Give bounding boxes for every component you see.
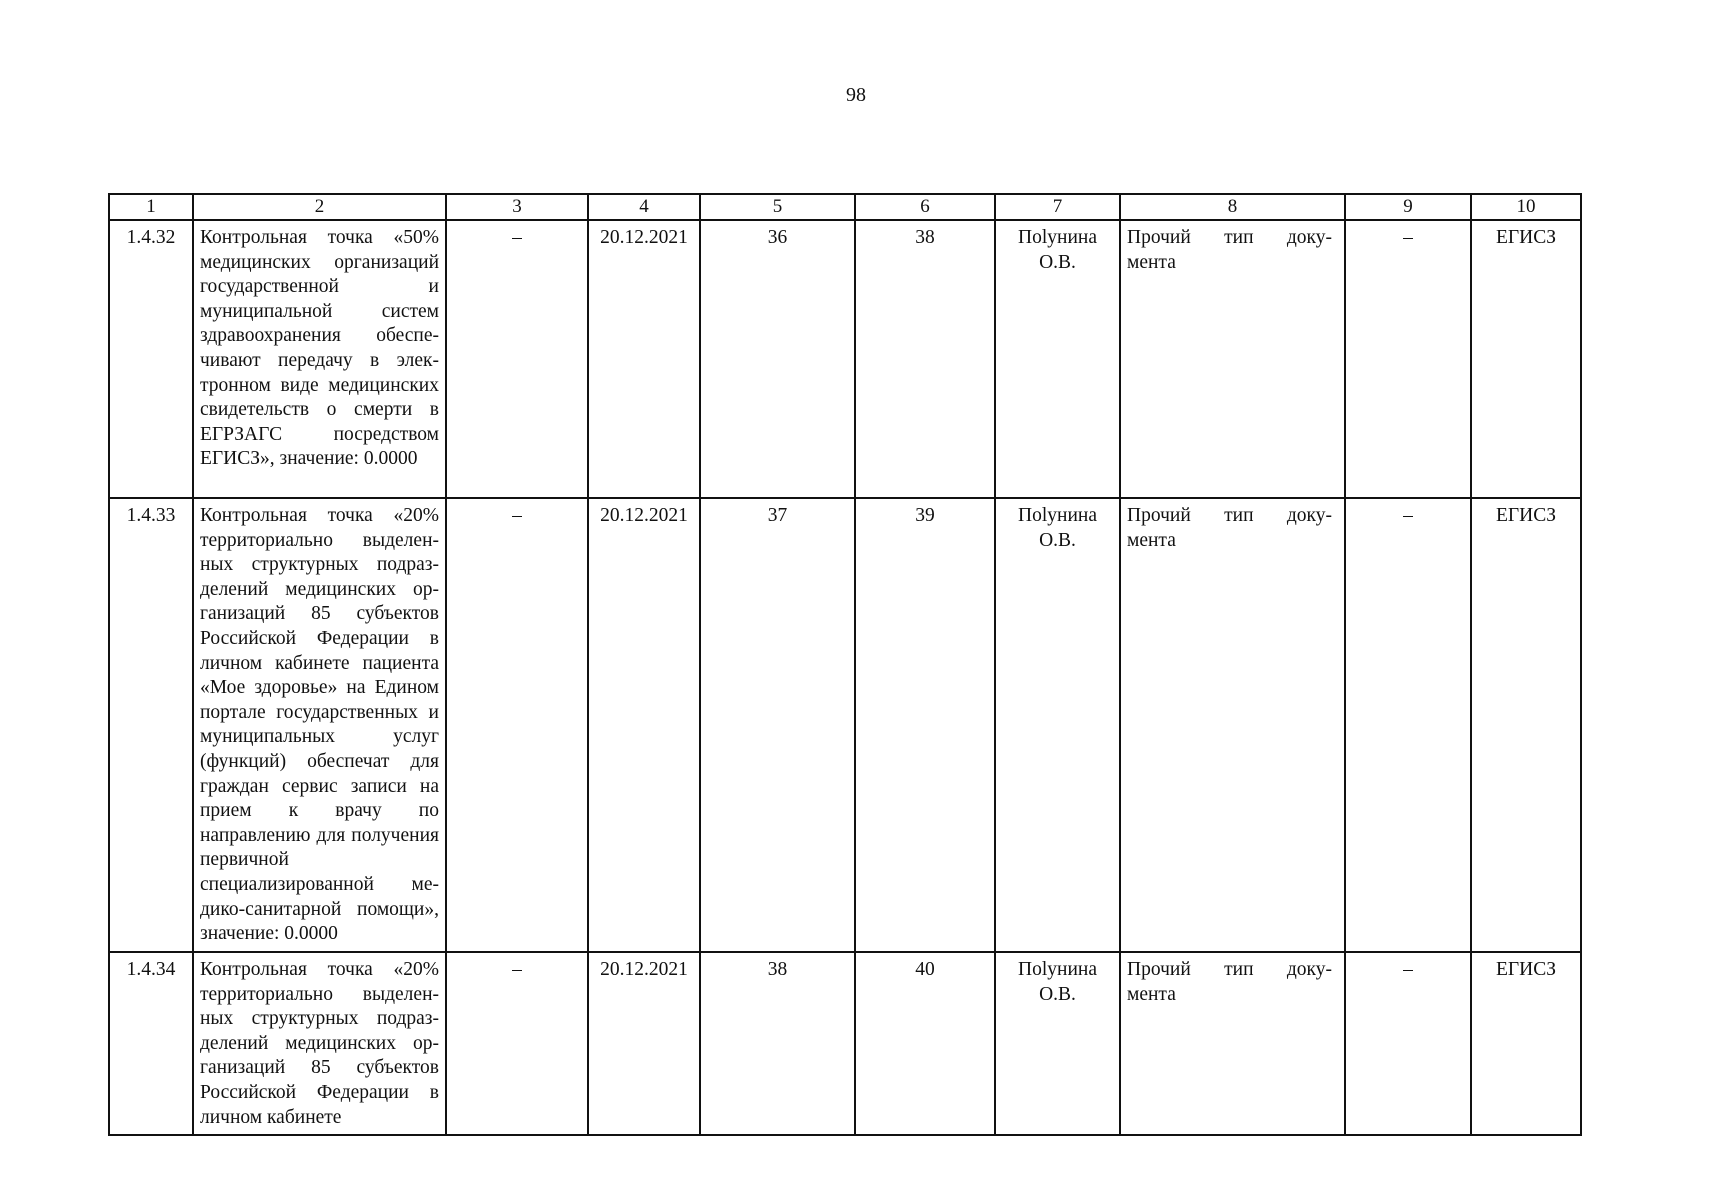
document-type <box>1120 952 1345 1135</box>
table-row <box>109 220 1581 498</box>
header-cell-1: 1 <box>109 194 193 220</box>
header-cell-10: 10 <box>1471 194 1581 220</box>
header-cell-2: 2 <box>193 194 446 220</box>
header-cell-8: 8 <box>1120 194 1345 220</box>
col5-value: 38 <box>700 952 855 1135</box>
header-cell-3: 3 <box>446 194 588 220</box>
milestone-name: Контрольная точка «20% территориально выделенных структурных подразделений медицинских организаций 85 субъектов Российской Федерации в личном кабинете <box>193 952 446 1135</box>
col3-value: – <box>446 498 588 952</box>
date-value: 20.12.2021 <box>588 498 700 952</box>
row-number: 1.4.34 <box>109 952 193 1135</box>
responsible-person: Поlyнина О.В. <box>995 220 1120 498</box>
document-type-line-2: мента <box>1127 983 1176 1005</box>
col3-value: – <box>446 220 588 498</box>
system-name: ЕГИСЗ <box>1471 498 1581 952</box>
plan-table <box>108 193 1582 1136</box>
col9-value: – <box>1345 220 1471 498</box>
document-type-line-1: Прочий тип доку- <box>1127 227 1332 248</box>
page-number: 98 <box>846 84 866 106</box>
system-name: ЕГИСЗ <box>1471 220 1581 498</box>
responsible-person: Поlyнина О.В. <box>995 498 1120 952</box>
document-type-line-2: мента <box>1127 251 1176 273</box>
table-row <box>109 498 1581 952</box>
header-row <box>109 194 1581 220</box>
col6-value: 40 <box>855 952 995 1135</box>
header-cell-5: 5 <box>700 194 855 220</box>
col9-value: – <box>1345 952 1471 1135</box>
col9-value: – <box>1345 498 1471 952</box>
header-cell-6: 6 <box>855 194 995 220</box>
date-value: 20.12.2021 <box>588 952 700 1135</box>
document-type <box>1120 220 1345 498</box>
col6-value: 39 <box>855 498 995 952</box>
col5-value: 36 <box>700 220 855 498</box>
header-cell-7: 7 <box>995 194 1120 220</box>
col5-value: 37 <box>700 498 855 952</box>
col6-value: 38 <box>855 220 995 498</box>
milestone-name: Контрольная точка «20% территориально выделенных структурных подразделений медицинских организаций 85 субъектов Российской Федерации в личном кабинете пациента «Мое здоровье» на Едином портале государственных и муниципальных услуг (функций) обеспечат для граждан сервис записи на прием к врачу по направлению для получения первичной специализированной медико-санитарной помощи», значение: 0.0000 <box>193 498 446 952</box>
row-number: 1.4.32 <box>109 220 193 498</box>
responsible-person: Поlyнина О.В. <box>995 952 1120 1135</box>
document-type-line-1: Прочий тип доку- <box>1127 505 1332 526</box>
header-cell-4: 4 <box>588 194 700 220</box>
table-row <box>109 952 1581 1135</box>
document-type-line-1: Прочий тип доку- <box>1127 959 1332 980</box>
date-value: 20.12.2021 <box>588 220 700 498</box>
document-type <box>1120 498 1345 952</box>
header-cell-9: 9 <box>1345 194 1471 220</box>
row-number: 1.4.33 <box>109 498 193 952</box>
document-type-line-2: мента <box>1127 529 1176 551</box>
system-name: ЕГИСЗ <box>1471 952 1581 1135</box>
col3-value: – <box>446 952 588 1135</box>
milestone-name: Контрольная точка «50% медицинских организаций государственной и муниципальной систем здравоохранения обеспечивают передачу в электронном виде медицинских свидетельств о смерти в ЕГРЗАГС посредством ЕГИСЗ», значение: 0.0000 <box>193 220 446 498</box>
